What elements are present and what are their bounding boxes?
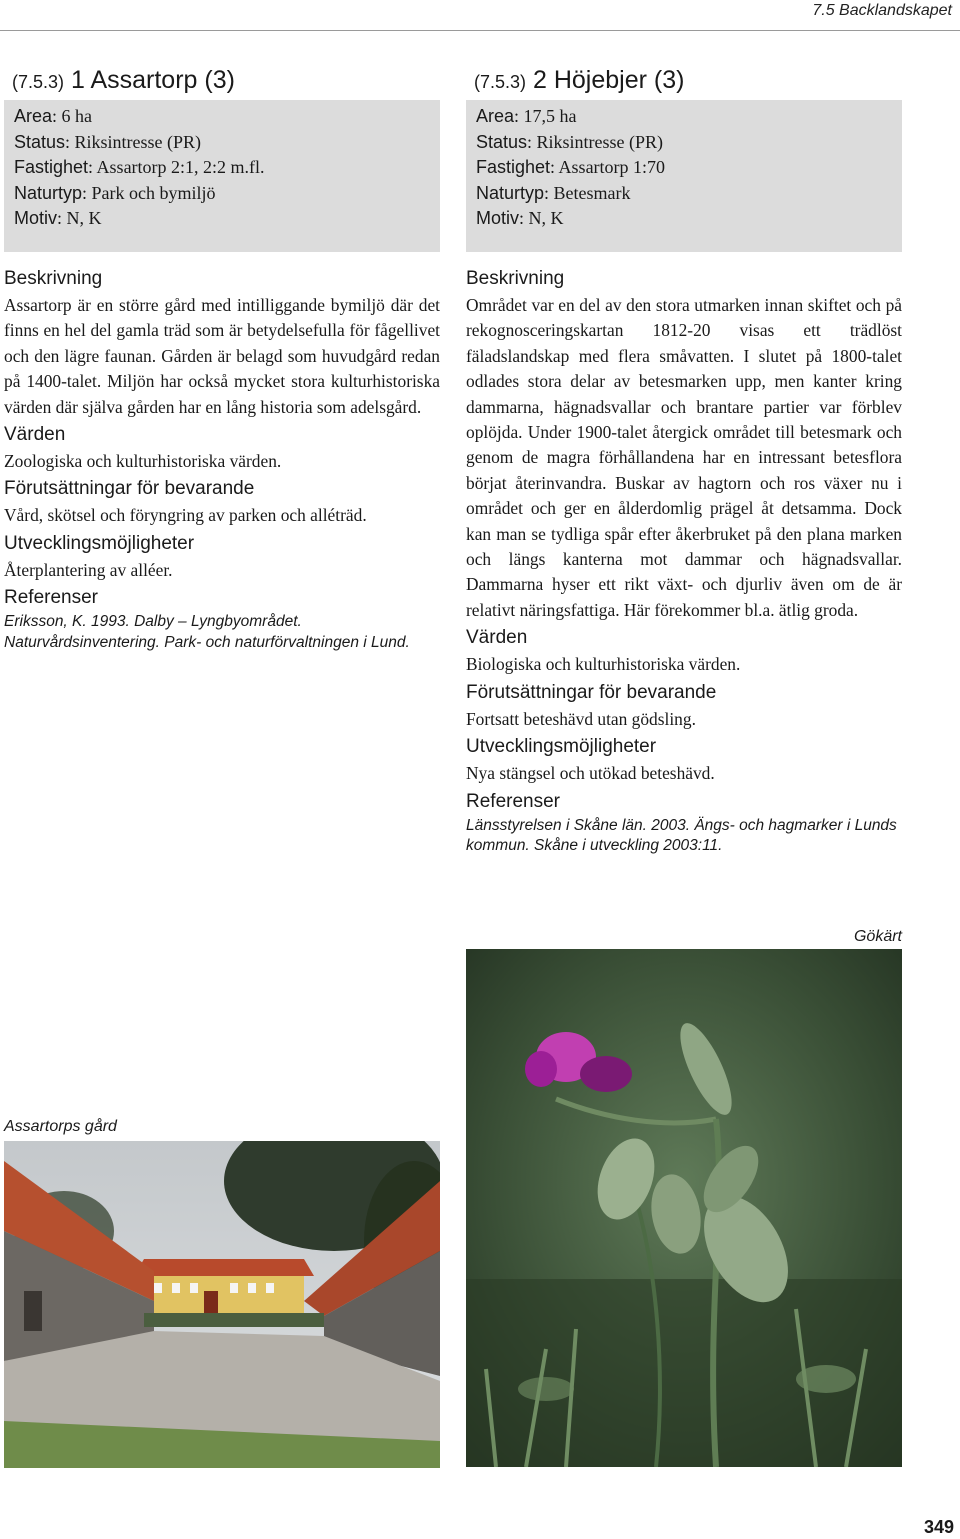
info-status [14, 130, 430, 156]
entry-assartorp [4, 62, 440, 653]
entry-number: (7.5.3) [474, 72, 527, 92]
section-heading: Värden [466, 627, 528, 649]
info-label: Naturtyp [14, 182, 83, 203]
info-box [4, 100, 440, 252]
header-rule [0, 30, 960, 31]
section-heading: Beskrivning [4, 268, 103, 289]
entry-title [466, 62, 902, 100]
info-value: : Assartorp 2:1, 2:2 m.fl. [88, 157, 265, 177]
section-heading: Förutsättningar för bevarande [466, 681, 717, 703]
entry-number: (7.5.3) [12, 72, 65, 92]
entry-name: 2 Höjebjer (3) [532, 66, 685, 94]
info-label: Area [476, 106, 515, 126]
info-fastighet [476, 155, 892, 181]
section-referenser: Länsstyrelsen i Skåne län. 2003. Ängs- och hagmarker i Lunds kommun. Skåne i utveckling 2003:11. [466, 816, 897, 854]
info-motiv [476, 206, 892, 232]
section-beskrivning: Assartorp är en större gård med intilliggande bymiljö där det finns en hel del gamla träd som är betydelsefulla för fågellivet och den lägre faunan. Gården är belagd som huvudgård redan på 1400-talet. Miljön har också mycket stora kulturhistoriska värden där själva gården har en lång historia som adelsgård. [4, 295, 440, 417]
info-label: Naturtyp [476, 182, 545, 203]
info-label: Status [14, 131, 66, 152]
section-forutsattningar: Vård, skötsel och föryngring av parken och alléträd. [4, 505, 367, 526]
info-motiv [14, 206, 430, 232]
info-fastighet [14, 155, 430, 181]
info-box [466, 100, 902, 252]
section-heading: Utvecklingsmöjligheter [466, 736, 657, 758]
section-forutsattningar: Fortsatt beteshävd utan gödsling. [466, 708, 696, 729]
section-utveckling: Återplantering av alléer. [4, 559, 173, 580]
section-heading: Referenser [466, 790, 560, 812]
info-value: : Assartorp 1:70 [550, 157, 666, 177]
entry-name: 1 Assartorp (3) [70, 66, 235, 94]
info-value: : Park och bymiljö [82, 182, 216, 203]
running-head: 7.5 Backlandskapet [812, 2, 952, 19]
info-value: : Betesmark [544, 182, 631, 203]
section-beskrivning: Området var en del av den stora utmarken innan skiftet och på rekognosceringskartan 1812-20 visas ett trädlöst fäladslandskap med flera småvatten. I slutet på 1800-talet odlades stora delar av betesmarken upp, men kanter kring dammarna, hägnadsvallar och brantare partier var förblev oplöjda. Under 1900-talet återgick området till betesmark och genom de magra förhållandena har en intressant betesflora börjat återinvandra. Buskar av hagtorn och ros växer nu i området och ger en ålderdomlig prägel åt detsamma. Dock kan man se tydliga spår efter åkerbruket på den plana marken och längs kanterna mot dammar och hägnadsvallar. Dammarna hyser ett rikt växt- och djurliv även om de är relativt näringsfattiga. Här förekommer bl.a. ätlig groda. [466, 295, 902, 620]
photo-caption: Assartorps gård [4, 1118, 117, 1135]
info-value: : 6 ha [52, 106, 93, 126]
section-varden: Zoologiska och kulturhistoriska värden. [4, 451, 282, 472]
info-label: Status [476, 131, 528, 152]
section-heading: Förutsättningar för bevarande [4, 478, 255, 500]
section-varden: Biologiska och kulturhistoriska värden. [466, 654, 741, 675]
info-area [476, 104, 892, 130]
section-heading: Värden [4, 424, 66, 446]
info-value: : Riksintresse (PR) [527, 131, 664, 152]
info-value: : N, K [57, 208, 102, 228]
info-status [476, 130, 892, 156]
photo-caption: Gökärt [853, 928, 902, 945]
info-label: Motiv [476, 208, 520, 228]
info-naturtyp [476, 181, 892, 207]
info-label: Motiv [14, 208, 58, 228]
section-heading: Referenser [4, 587, 98, 609]
section-heading: Beskrivning [466, 268, 565, 289]
section-utveckling: Nya stängsel och utökad beteshävd. [466, 763, 715, 784]
section-referenser: Eriksson, K. 1993. Dalby – Lyngbyområdet. Naturvårdsinventering. Park- och naturförvaltningen i Lund. [4, 613, 410, 651]
flower-illustration [466, 949, 902, 1467]
info-area [14, 104, 430, 130]
info-label: Area [14, 106, 53, 126]
info-value: : 17,5 ha [514, 106, 577, 126]
entry-title [4, 62, 440, 100]
info-label: Fastighet [14, 157, 89, 177]
farm-illustration [4, 1141, 440, 1468]
farm-photo [4, 1141, 440, 1468]
flower-photo [466, 949, 902, 1467]
entry-hojebjer [466, 62, 902, 857]
info-value: : Riksintresse (PR) [65, 131, 202, 152]
section-heading: Utvecklingsmöjligheter [4, 532, 195, 554]
info-value: : N, K [519, 208, 564, 228]
page-number: 349 [923, 1517, 954, 1537]
info-naturtyp [14, 181, 430, 207]
info-label: Fastighet [476, 157, 551, 177]
